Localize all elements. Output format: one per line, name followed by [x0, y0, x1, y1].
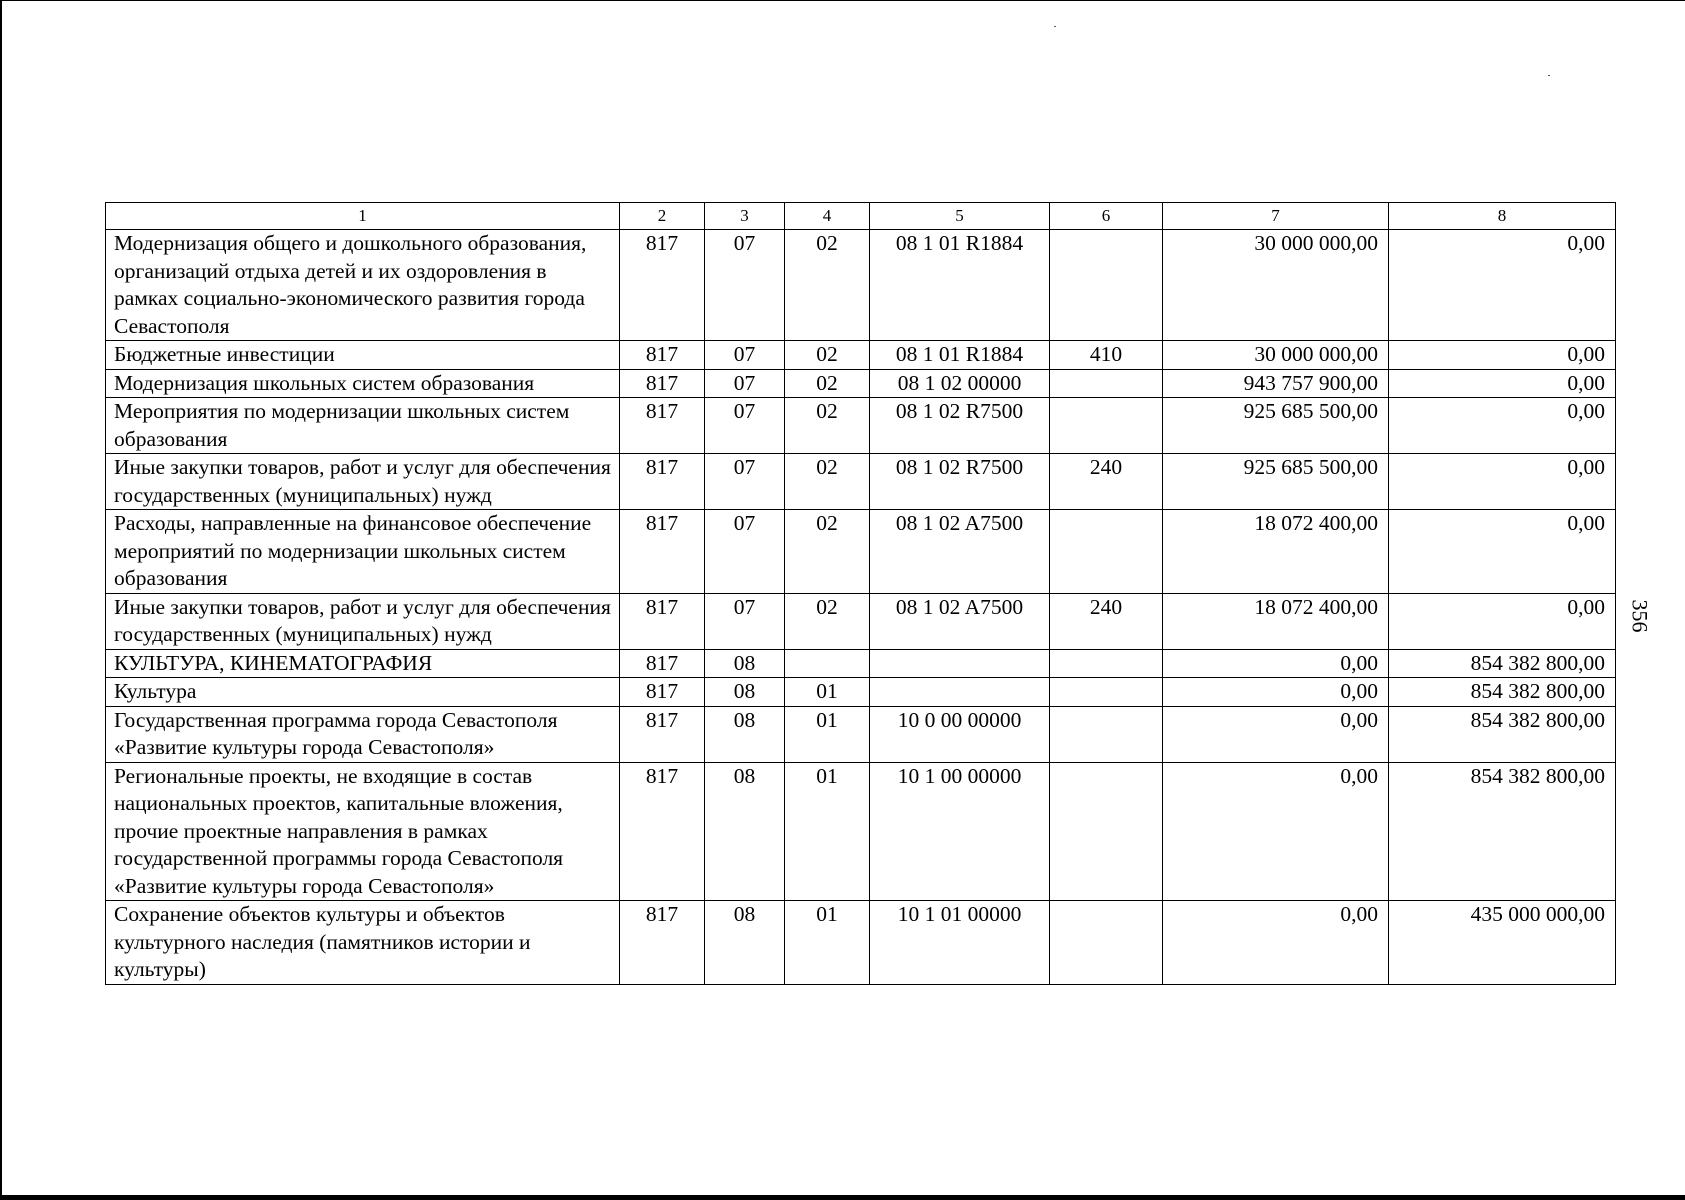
section-code: 07: [705, 510, 785, 594]
amount-col-7: 0,00: [1163, 649, 1389, 678]
amount-col-7: 18 072 400,00: [1163, 593, 1389, 649]
ministry-code: 817: [620, 593, 705, 649]
target-article-code: 08 1 02 A7500: [870, 510, 1050, 594]
expense-name: Мероприятия по модернизации школьных систем образования: [106, 398, 620, 454]
target-article-code: 08 1 02 R7500: [870, 454, 1050, 510]
ministry-code: 817: [620, 398, 705, 454]
target-article-code: [870, 649, 1050, 678]
target-article-code: 08 1 02 R7500: [870, 398, 1050, 454]
subsection-code: 01: [785, 706, 870, 762]
amount-col-8: 0,00: [1389, 369, 1616, 398]
target-article-code: 08 1 01 R1884: [870, 341, 1050, 370]
expense-type-code: 410: [1050, 341, 1163, 370]
amount-col-7: 925 685 500,00: [1163, 398, 1389, 454]
amount-col-7: 0,00: [1163, 762, 1389, 901]
ministry-code: 817: [620, 230, 705, 341]
section-code: 07: [705, 593, 785, 649]
expense-type-code: [1050, 230, 1163, 341]
amount-col-8: 0,00: [1389, 454, 1616, 510]
table-row: [106, 762, 1616, 901]
expense-name: КУЛЬТУРА, КИНЕМАТОГРАФИЯ: [106, 649, 620, 678]
ministry-code: 817: [620, 762, 705, 901]
subsection-code: 01: [785, 678, 870, 707]
subsection-code: 02: [785, 341, 870, 370]
column-header: 2: [620, 203, 705, 230]
expense-type-code: [1050, 398, 1163, 454]
amount-col-8: 435 000 000,00: [1389, 901, 1616, 985]
budget-table: [105, 202, 1616, 985]
column-header: 6: [1050, 203, 1163, 230]
section-code: 08: [705, 901, 785, 985]
table-body: [106, 230, 1616, 985]
expense-type-code: [1050, 369, 1163, 398]
expense-name: Культура: [106, 678, 620, 707]
expense-name: Расходы, направленные на финансовое обеспечение мероприятий по модернизации школьных систем образования: [106, 510, 620, 594]
column-header: 7: [1163, 203, 1389, 230]
expense-name: Государственная программа города Севастополя «Развитие культуры города Севастополя»: [106, 706, 620, 762]
section-code: 07: [705, 398, 785, 454]
expense-type-code: [1050, 510, 1163, 594]
target-article-code: 08 1 02 A7500: [870, 593, 1050, 649]
table-row: [106, 341, 1616, 370]
column-header: 8: [1389, 203, 1616, 230]
ministry-code: 817: [620, 706, 705, 762]
ministry-code: 817: [620, 510, 705, 594]
expense-type-code: 240: [1050, 454, 1163, 510]
section-code: 08: [705, 706, 785, 762]
amount-col-8: 854 382 800,00: [1389, 706, 1616, 762]
amount-col-8: 854 382 800,00: [1389, 649, 1616, 678]
table-row: [106, 901, 1616, 985]
table-row: [106, 706, 1616, 762]
amount-col-8: 0,00: [1389, 593, 1616, 649]
amount-col-8: 0,00: [1389, 398, 1616, 454]
table-row: [106, 649, 1616, 678]
amount-col-7: 30 000 000,00: [1163, 230, 1389, 341]
subsection-code: 01: [785, 901, 870, 985]
amount-col-7: 0,00: [1163, 678, 1389, 707]
amount-col-7: 943 757 900,00: [1163, 369, 1389, 398]
section-code: 08: [705, 649, 785, 678]
expense-name: Модернизация общего и дошкольного образования, организаций отдыха детей и их оздоровления в рамках социально-экономического развития города Севастополя: [106, 230, 620, 341]
target-article-code: 08 1 02 00000: [870, 369, 1050, 398]
column-header: 4: [785, 203, 870, 230]
target-article-code: 10 0 00 00000: [870, 706, 1050, 762]
table-row: [106, 593, 1616, 649]
subsection-code: 02: [785, 398, 870, 454]
expense-type-code: [1050, 706, 1163, 762]
ministry-code: 817: [620, 341, 705, 370]
amount-col-7: 0,00: [1163, 901, 1389, 985]
target-article-code: [870, 678, 1050, 707]
table-row: [106, 678, 1616, 707]
scan-speck: [1054, 26, 1056, 27]
table-row: [106, 398, 1616, 454]
section-code: 08: [705, 678, 785, 707]
amount-col-8: 854 382 800,00: [1389, 762, 1616, 901]
subsection-code: 02: [785, 369, 870, 398]
amount-col-7: 30 000 000,00: [1163, 341, 1389, 370]
column-header: 3: [705, 203, 785, 230]
ministry-code: 817: [620, 454, 705, 510]
section-code: 07: [705, 454, 785, 510]
table-row: [106, 510, 1616, 594]
subsection-code: 01: [785, 762, 870, 901]
expense-name: Сохранение объектов культуры и объектов культурного наследия (памятников истории и культуры): [106, 901, 620, 985]
section-code: 08: [705, 762, 785, 901]
amount-col-8: 0,00: [1389, 510, 1616, 594]
subsection-code: [785, 649, 870, 678]
column-number-row: [106, 203, 1616, 230]
ministry-code: 817: [620, 901, 705, 985]
table-row: [106, 369, 1616, 398]
expense-name: Региональные проекты, не входящие в состав национальных проектов, капитальные вложения, прочие проектные направления в рамках государственной программы города Севастополя «Развитие культуры города Севастополя»: [106, 762, 620, 901]
amount-col-8: 0,00: [1389, 230, 1616, 341]
ministry-code: 817: [620, 649, 705, 678]
amount-col-7: 18 072 400,00: [1163, 510, 1389, 594]
subsection-code: 02: [785, 593, 870, 649]
section-code: 07: [705, 230, 785, 341]
subsection-code: 02: [785, 454, 870, 510]
expense-type-code: [1050, 901, 1163, 985]
ministry-code: 817: [620, 678, 705, 707]
scan-speck: [1548, 75, 1550, 76]
expense-name: Бюджетные инвестиции: [106, 341, 620, 370]
column-header: 1: [106, 203, 620, 230]
amount-col-7: 0,00: [1163, 706, 1389, 762]
column-header: 5: [870, 203, 1050, 230]
ministry-code: 817: [620, 369, 705, 398]
table-row: [106, 454, 1616, 510]
expense-type-code: [1050, 678, 1163, 707]
table-row: [106, 230, 1616, 341]
page-number: 356: [1627, 599, 1653, 633]
target-article-code: 08 1 01 R1884: [870, 230, 1050, 341]
expense-name: Иные закупки товаров, работ и услуг для обеспечения государственных (муниципальных) нужд: [106, 593, 620, 649]
amount-col-8: 0,00: [1389, 341, 1616, 370]
expense-name: Иные закупки товаров, работ и услуг для обеспечения государственных (муниципальных) нужд: [106, 454, 620, 510]
expense-type-code: 240: [1050, 593, 1163, 649]
section-code: 07: [705, 369, 785, 398]
amount-col-7: 925 685 500,00: [1163, 454, 1389, 510]
expense-type-code: [1050, 762, 1163, 901]
expense-name: Модернизация школьных систем образования: [106, 369, 620, 398]
subsection-code: 02: [785, 230, 870, 341]
section-code: 07: [705, 341, 785, 370]
expense-type-code: [1050, 649, 1163, 678]
target-article-code: 10 1 01 00000: [870, 901, 1050, 985]
amount-col-8: 854 382 800,00: [1389, 678, 1616, 707]
target-article-code: 10 1 00 00000: [870, 762, 1050, 901]
subsection-code: 02: [785, 510, 870, 594]
